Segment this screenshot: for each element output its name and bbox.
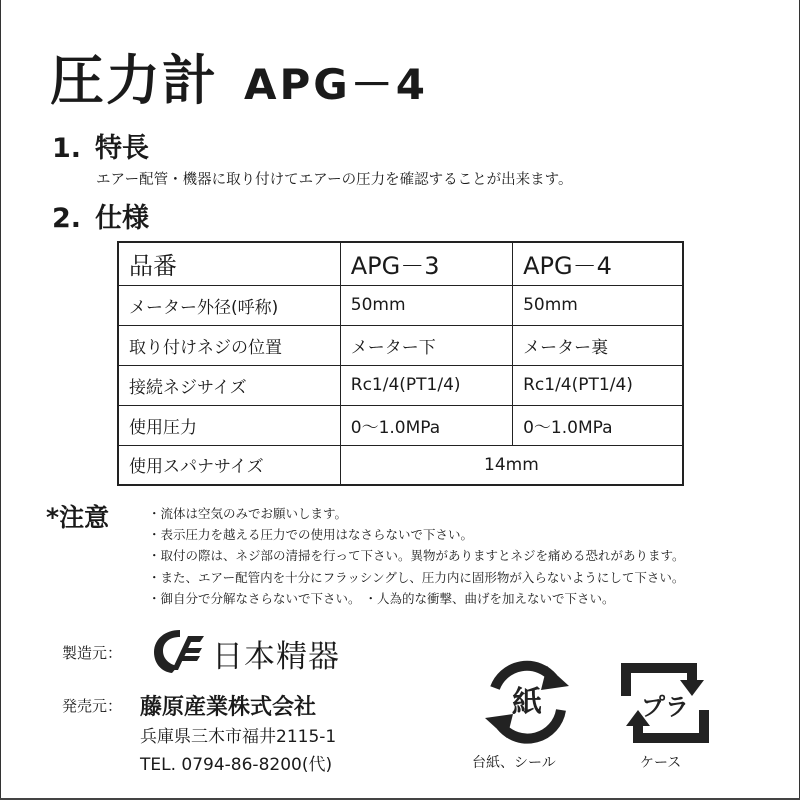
caution-item: ・御自分で分解なさらないで下さい。 ・人為的な衝撃、曲げを加えないで下さい。 <box>148 590 615 606</box>
model-number: APG－4 <box>244 60 428 109</box>
features-text: エアー配管・機器に取り付けてエアーの圧力を確認することが出来ます。 <box>96 172 573 188</box>
table-cell: メーター裏 <box>513 325 683 365</box>
maker-logo-icon <box>150 626 206 680</box>
table-row <box>118 285 683 325</box>
table-row <box>118 325 683 365</box>
plastic-recycle-icon <box>610 660 720 750</box>
table-row <box>118 445 683 485</box>
table-cell: 0～1.0MPa <box>340 405 512 445</box>
table-cell: メーター下 <box>340 325 512 365</box>
features-heading <box>52 126 149 165</box>
page-border-left <box>0 0 1 800</box>
table-header-row <box>118 242 683 285</box>
table-cell: 使用圧力 <box>118 405 340 445</box>
caution-item: ・流体は空気のみでお願いします。 <box>148 506 348 521</box>
spec-table <box>117 241 684 486</box>
page-title <box>50 38 428 115</box>
table-row <box>118 405 683 445</box>
table-cell: Rc1/4(PT1/4) <box>340 365 512 405</box>
seller-label: 発売元： <box>62 697 123 715</box>
table-cell: 50mm <box>513 285 683 325</box>
seller-phone: TEL. 0794-86-8200(代) <box>140 755 333 775</box>
table-header-cell: APG－4 <box>513 242 683 285</box>
section-number: 2. <box>52 203 82 234</box>
paper-recycle-icon <box>477 656 577 750</box>
caution-item: ・取付の際は、ネジ部の清掃を行って下さい。異物がありますとネジを痛める恐れがあります。 <box>148 548 685 564</box>
plastic-symbol-text: プラ <box>641 693 689 721</box>
table-header-cell: 品番 <box>118 242 340 285</box>
specs-heading <box>52 196 149 235</box>
table-cell: 50mm <box>340 285 512 325</box>
table-cell: Rc1/4(PT1/4) <box>513 365 683 405</box>
caution-list <box>148 503 685 609</box>
maker-label: 製造元： <box>62 644 123 662</box>
section-number: 1. <box>52 133 82 164</box>
table-cell: メーター外径(呼称) <box>118 285 340 325</box>
table-header-cell: APG－3 <box>340 242 512 285</box>
plastic-recycle-caption: ケース <box>640 755 682 771</box>
table-cell: 使用スパナサイズ <box>118 445 340 485</box>
table-row <box>118 365 683 405</box>
caution-heading: *注意 <box>46 503 110 532</box>
table-cell-merged: 14mm <box>340 445 683 485</box>
section-title: 特長 <box>95 133 150 164</box>
caution-item: ・表示圧力を越える圧力での使用はなさらないで下さい。 <box>148 527 474 543</box>
table-cell: 接続ネジサイズ <box>118 365 340 405</box>
paper-symbol-text: 紙 <box>512 685 542 720</box>
seller-address: 兵庫県三木市福井2115-1 <box>140 727 337 747</box>
seller-name: 藤原産業株式会社 <box>140 695 317 720</box>
product-name: 圧力計 <box>50 49 218 112</box>
section-title: 仕様 <box>95 203 150 234</box>
table-cell: 取り付けネジの位置 <box>118 325 340 365</box>
table-cell: 0～1.0MPa <box>513 405 683 445</box>
paper-recycle-caption: 台紙、シール <box>472 755 556 771</box>
maker-name: 日本精器 <box>212 639 340 675</box>
caution-item: ・また、エアー配管内を十分にフラッシングし、圧力内に固形物が入らないようにして下さい。 <box>148 569 685 585</box>
